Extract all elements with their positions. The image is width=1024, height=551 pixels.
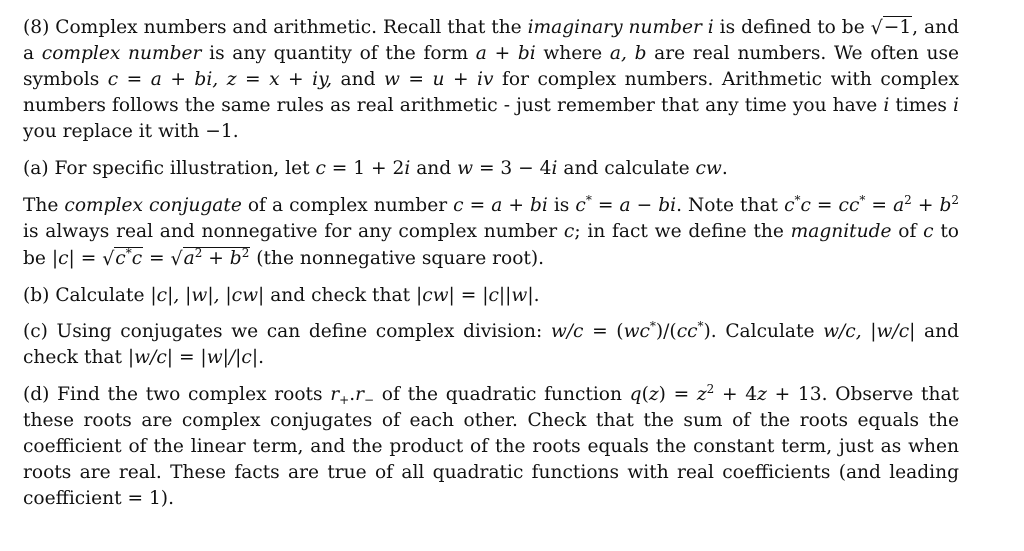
text: = [143, 248, 171, 269]
sqrt-argument [183, 247, 251, 270]
text: = [74, 248, 103, 269]
math: b [229, 248, 242, 269]
math: b [939, 195, 952, 216]
subscript: + [339, 393, 350, 407]
text: where [535, 43, 610, 64]
math: + [202, 248, 230, 269]
math: z [696, 384, 707, 405]
superscript: 2 [194, 246, 203, 260]
math: i [551, 158, 558, 179]
text: (the nonnegative square root). [250, 248, 545, 269]
math: r [330, 384, 340, 405]
text: of the quadratic function [374, 384, 630, 405]
text: is any quantity of the form [201, 43, 476, 64]
math: wc [623, 321, 650, 342]
math: c [131, 248, 143, 269]
text: ; in fact we define the [574, 221, 791, 242]
text-imaginary-number: imaginary number i [527, 17, 714, 38]
math: i [883, 95, 890, 116]
text: ) = [658, 384, 697, 405]
text: + [911, 195, 940, 216]
text: = [591, 195, 620, 216]
superscript: 2 [706, 382, 715, 396]
math: i [953, 95, 959, 116]
paragraph-conjugate [23, 193, 965, 272]
text: . [533, 285, 540, 306]
math: w/c, |w/c| [823, 321, 916, 342]
text: )/( [655, 321, 677, 342]
superscript: * [585, 193, 592, 207]
math: |c|, |w|, |cw| [150, 285, 265, 306]
text: are real numbers. We often use symbols [23, 43, 965, 90]
math: c [784, 195, 795, 216]
text: The [23, 195, 65, 216]
text: ). Calculate [703, 321, 824, 342]
text: and check that [264, 285, 416, 306]
math: c [115, 248, 126, 269]
text: = ( [583, 321, 624, 342]
paragraph-part-d [23, 382, 965, 512]
math: c = cc [800, 195, 860, 216]
text: is defined to be [713, 17, 871, 38]
text: = 1 + 2 [325, 158, 405, 179]
math: |w/c| = |w|/|c| [127, 347, 259, 368]
text-complex-conjugate: complex conjugate [64, 195, 242, 216]
math: w [457, 158, 474, 179]
math: z [757, 384, 767, 405]
sqrt-argument [114, 247, 143, 270]
text: (b) Calculate [23, 285, 151, 306]
sqrt-expression [871, 14, 913, 41]
math: q [629, 384, 642, 405]
text: is [547, 195, 576, 216]
paragraph-8-intro [23, 14, 965, 145]
math: a + bi [475, 43, 536, 64]
text: (c) Using conjugates we can define complex division: [23, 321, 551, 342]
math: a [893, 195, 905, 216]
paragraph-part-b [23, 283, 959, 309]
text: of a complex number [241, 195, 454, 216]
math: i [404, 158, 411, 179]
math: c [575, 195, 586, 216]
text: (d) Find the two complex roots [23, 384, 331, 405]
text: (8) Complex numbers and arithmetic. Recall that the [23, 17, 528, 38]
math: z [648, 384, 659, 405]
math: |c| [51, 248, 75, 269]
sqrt-argument: −1 [883, 17, 912, 38]
text: you replace it with −1. [23, 95, 965, 142]
math: r [355, 384, 365, 405]
superscript: 2 [951, 193, 960, 207]
sqrt-radical-sign: √ [870, 17, 883, 39]
math: cw [695, 158, 722, 179]
subscript: − [364, 393, 375, 407]
text: = 3 − 4 [473, 158, 552, 179]
text: = [865, 195, 894, 216]
math: c = a + bi [453, 195, 548, 216]
superscript: 2 [904, 193, 912, 207]
text: and calculate [557, 158, 696, 179]
text-complex-number: complex number [41, 43, 202, 64]
text: times [889, 95, 954, 116]
math: cc [676, 321, 698, 342]
text-magnitude: magnitude [790, 221, 892, 242]
math: |cw| = |c||w| [415, 285, 534, 306]
math: a − bi [619, 195, 677, 216]
math: c [563, 221, 575, 242]
paragraph-part-c [23, 319, 965, 371]
text: and [332, 69, 384, 90]
sqrt-expression [102, 245, 143, 272]
text: ( [641, 384, 649, 405]
sqrt-radical-sign: √ [102, 248, 115, 270]
superscript: * [697, 319, 704, 333]
sqrt-expression [171, 245, 251, 272]
paragraph-part-a [23, 156, 959, 182]
text: , and a [23, 17, 965, 64]
text: and [410, 158, 458, 179]
text: + 4 [714, 384, 758, 405]
superscript: * [794, 193, 801, 207]
math: c [923, 221, 934, 242]
text: . Note that [676, 195, 785, 216]
text: (a) For specific illustration, let [23, 158, 316, 179]
superscript: * [649, 319, 656, 333]
text: . [721, 158, 728, 179]
text: is always real and nonnegative for any complex number [23, 195, 965, 242]
math: w/c [550, 321, 584, 342]
math: c = a + bi, z = x + iy, [107, 69, 333, 90]
document-body [23, 14, 965, 523]
math: a [183, 248, 195, 269]
text: and check that [23, 321, 965, 368]
sqrt-radical-sign: √ [170, 248, 183, 270]
math: a, b [609, 43, 647, 64]
text: . [258, 347, 265, 368]
superscript: 2 [241, 246, 250, 260]
math: w = u + iv [384, 69, 494, 90]
text: for complex numbers. Arithmetic with complex numbers follows the same rules as real arithmetic - just remember that any time you have [23, 69, 965, 116]
math: c [315, 158, 326, 179]
text: . [349, 384, 356, 405]
superscript: * [125, 246, 132, 260]
superscript: * [859, 193, 866, 207]
text: of [891, 221, 924, 242]
text: + 13. Observe that these roots are complex conjugates of each other. Check that the sum of the roots equals the coefficient of the linear term, and the product of the roots equals the constant term, just as when roots are real. These facts are true of all quadratic functions with real coefficients (and leading coefficient = 1). [23, 384, 965, 509]
text: to be [23, 221, 965, 269]
